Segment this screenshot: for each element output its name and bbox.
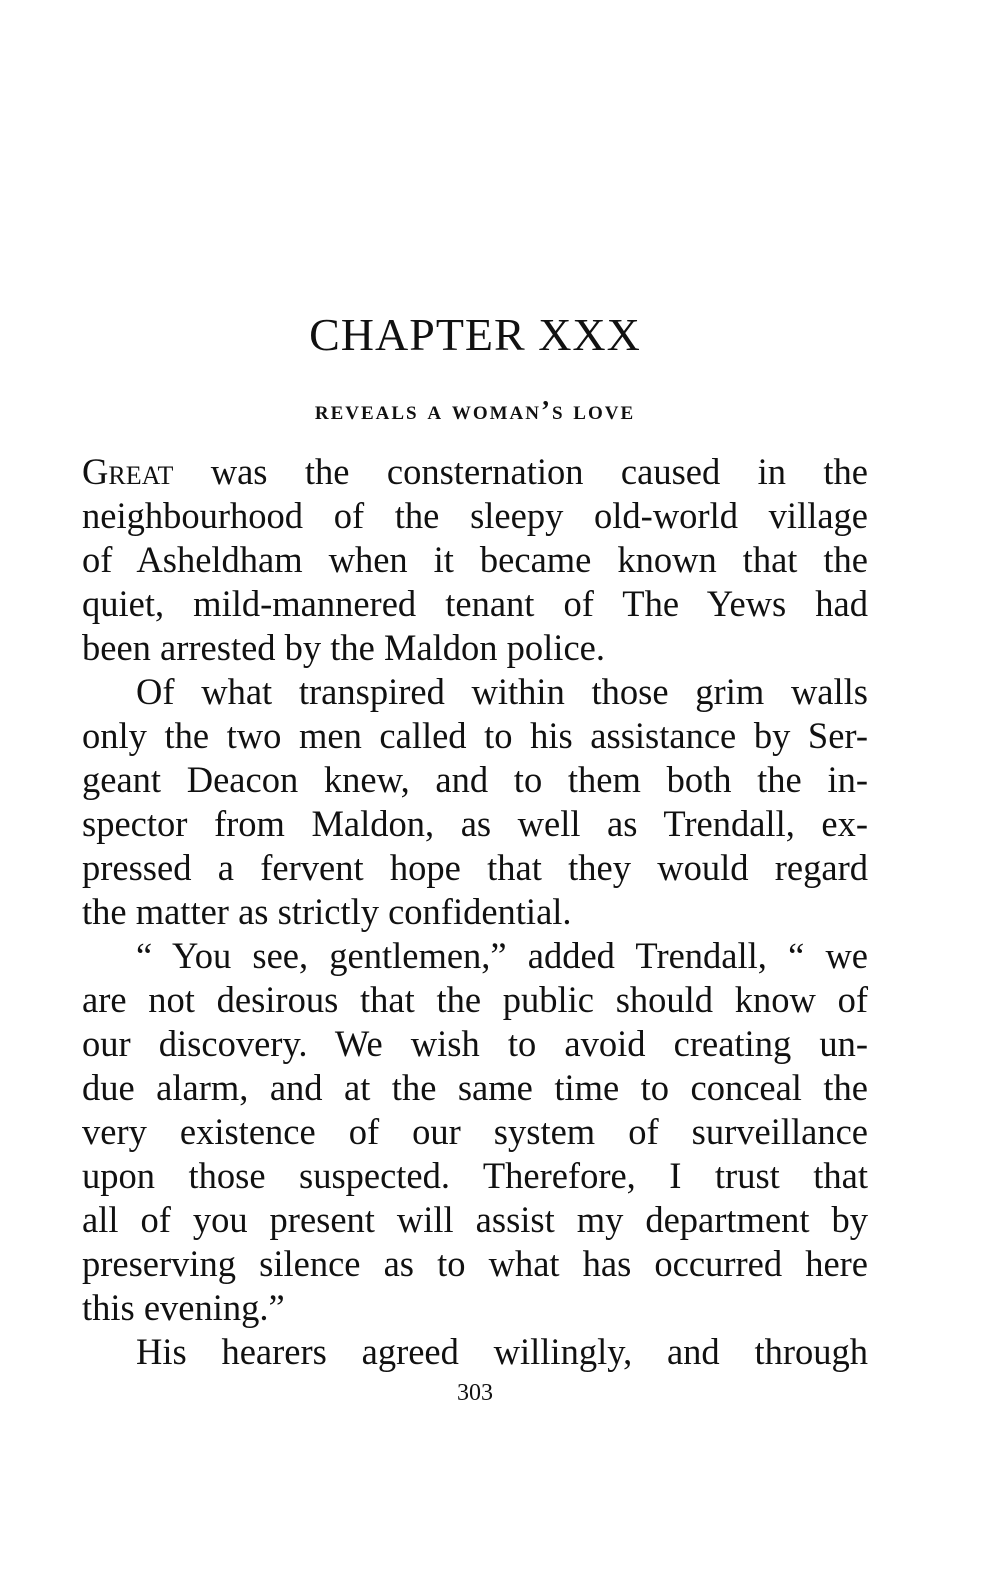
text-line-10: pressed a fervent hope that they would regard: [82, 847, 868, 888]
text-line-17: upon those suspected. Therefore, I trust that: [82, 1155, 868, 1196]
text-line-18: all of you present will assist my department by: [82, 1199, 868, 1240]
text-line-13: are not desirous that the public should know of: [82, 979, 868, 1020]
text-line-5: been arrested by the Maldon police.: [82, 627, 605, 668]
text-line-4: quiet, mild-mannered tenant of The Yews had: [82, 583, 868, 624]
text-line-8: geant Deacon knew, and to them both the in-: [82, 759, 868, 800]
text-line-9: spector from Maldon, as well as Trendall, ex-: [82, 803, 868, 844]
text-line-20: this evening.”: [82, 1287, 285, 1328]
text-line-16: very existence of our system of surveillance: [82, 1111, 868, 1152]
text-line-12: “ You see, gentlemen,” added Trendall, “ we: [136, 935, 868, 976]
text-line-2: neighbourhood of the sleepy old-world village: [82, 495, 868, 536]
text-line-3: of Asheldham when it became known that the: [82, 539, 868, 580]
drop-word: Great: [82, 451, 174, 492]
text-line-15: due alarm, and at the same time to conceal the: [82, 1067, 868, 1108]
text-line-14: our discovery. We wish to avoid creating un-: [82, 1023, 868, 1064]
text-line-6: Of what transpired within those grim walls: [136, 671, 868, 712]
chapter-subtitle: reveals a woman’s love: [314, 395, 636, 425]
text-line-19: preserving silence as to what has occurred here: [82, 1243, 868, 1284]
text-line-11: the matter as strictly confidential.: [82, 891, 572, 932]
text-line-21: His hearers agreed willingly, and through: [136, 1331, 868, 1372]
chapter-title: CHAPTER XXX: [309, 309, 641, 360]
page-number: 303: [457, 1380, 493, 1406]
text-line-1: Great was the consternation caused in the: [82, 451, 868, 492]
text-line-7: only the two men called to his assistance by Ser-: [82, 715, 868, 756]
